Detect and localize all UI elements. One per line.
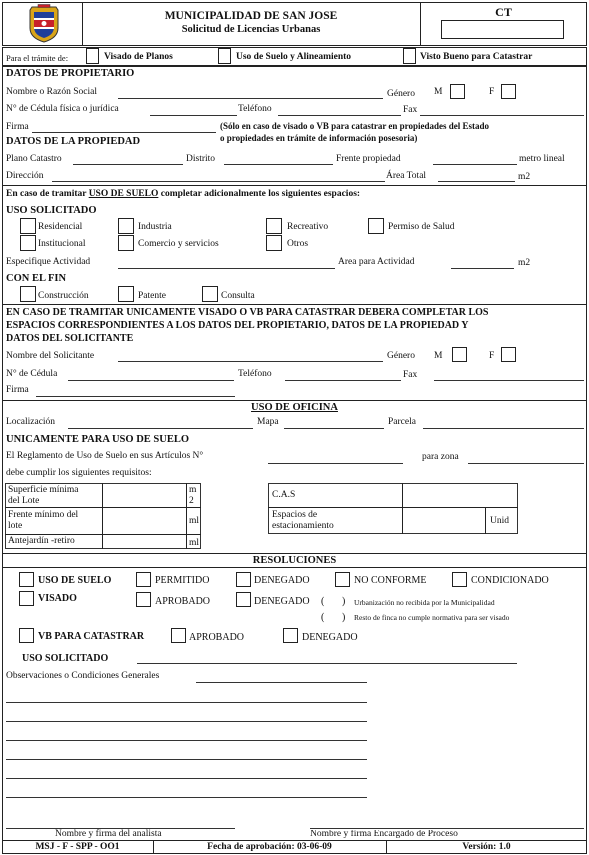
- firma-note-1: (Sólo en caso de visado o VB para catastrar en propiedades del Estado: [220, 121, 490, 131]
- telefono-label: Teléfono: [238, 104, 272, 114]
- solicitante-f-checkbox[interactable]: [501, 347, 516, 362]
- metro-lineal-label: metro lineal: [519, 154, 565, 164]
- solicitante-cedula-field[interactable]: [68, 380, 234, 381]
- parcela-label: Parcela: [388, 417, 416, 427]
- resto-label: Resto de finca no cumple normativa para ser visado: [354, 613, 510, 622]
- superficie-field[interactable]: [103, 484, 185, 506]
- form-subtitle: Solicitud de Licencias Urbanas: [181, 24, 321, 35]
- unid-label: Unid: [490, 516, 509, 526]
- visado-aprobado-checkbox[interactable]: [136, 592, 151, 607]
- mapa-label: Mapa: [257, 417, 279, 427]
- observaciones-line-1[interactable]: [196, 682, 367, 683]
- approval-date: Fecha de aprobación: 03-06-09: [207, 842, 332, 852]
- consulta-checkbox[interactable]: [202, 286, 218, 302]
- propietario-heading: DATOS DE PROPIETARIO: [6, 68, 135, 79]
- visado-aprobado-label: APROBADO: [155, 596, 211, 607]
- no-conforme-checkbox[interactable]: [335, 572, 350, 587]
- ct-field[interactable]: [441, 20, 564, 39]
- observaciones-label: Observaciones o Condiciones Generales: [6, 671, 160, 681]
- solicitante-m-label: M: [434, 351, 443, 361]
- construccion-label: Construcción: [38, 291, 89, 301]
- telefono-field[interactable]: [278, 115, 401, 116]
- uso-denegado-checkbox[interactable]: [236, 572, 251, 587]
- permiso-salud-checkbox[interactable]: [368, 218, 384, 234]
- antejardin-field[interactable]: [103, 535, 185, 548]
- vb-aprobado-checkbox[interactable]: [171, 628, 186, 643]
- uso-denegado-label: DENEGADO: [254, 575, 310, 586]
- res-visado-label: VISADO: [38, 593, 77, 604]
- tramite-visado-checkbox[interactable]: [86, 48, 99, 64]
- mapa-field[interactable]: [284, 428, 384, 429]
- observaciones-line-2[interactable]: [6, 702, 367, 703]
- solicitante-nombre-label: Nombre del Solicitante: [6, 351, 95, 361]
- res-uso-suelo-checkbox[interactable]: [19, 572, 34, 587]
- observaciones-line-4[interactable]: [6, 740, 367, 741]
- vb-denegado-label: DENEGADO: [302, 632, 358, 643]
- industria-checkbox[interactable]: [118, 218, 134, 234]
- uso-solicitado-heading: USO SOLICITADO: [6, 205, 97, 216]
- espacios-label-2: estacionamiento: [272, 521, 334, 531]
- resoluciones-heading: RESOLUCIONES: [252, 555, 337, 566]
- firma-note-2: o propiedades en trámite de información posesoria): [220, 133, 418, 143]
- especifique-field[interactable]: [118, 268, 335, 269]
- reglamento-label: El Reglamento de Uso de Suelo en sus Artículos N°: [6, 451, 204, 461]
- frente-minimo-field[interactable]: [103, 508, 185, 533]
- encargado-label: Nombre y firma Encargado de Proceso: [310, 830, 458, 839]
- visado-note-line-1: EN CASO DE TRAMITAR UNICAMENTE VISADO O VB PARA CATASTRAR DEBERA COMPLETAR LOS: [6, 307, 489, 318]
- urbanizacion-label: Urbanización no recibida por la Municipalidad: [354, 598, 495, 607]
- visado-denegado-label: DENEGADO: [254, 596, 310, 607]
- genero-label: Género: [387, 89, 415, 99]
- res-uso-solicitado-field[interactable]: [137, 663, 517, 664]
- nombre-label: Nombre o Razón Social: [6, 87, 98, 97]
- tramite-uso-suelo-checkbox[interactable]: [218, 48, 231, 64]
- frente-label: Frente propiedad: [336, 154, 401, 164]
- construccion-checkbox[interactable]: [20, 286, 36, 302]
- visado-note-line-2: ESPACIOS CORRESPONDIENTES A LOS DATOS DEL PROPIETARIO, DATOS DE LA PROPIEDAD Y: [6, 320, 469, 331]
- municipal-seal-icon: [24, 4, 64, 44]
- gender-f-label: F: [489, 87, 495, 97]
- frente-ml-label: ml: [189, 516, 200, 526]
- solicitante-m-checkbox[interactable]: [452, 347, 467, 362]
- especifique-label: Especifique Actividad: [6, 257, 91, 267]
- gender-m-label: M: [434, 87, 443, 97]
- comercio-label: Comercio y servicios: [138, 239, 219, 249]
- observaciones-line-7[interactable]: [6, 797, 367, 798]
- direccion-label: Dirección: [6, 171, 44, 181]
- res-uso-suelo-label: USO DE SUELO: [38, 575, 112, 586]
- uso-suelo-only-heading: UNICAMENTE PARA USO DE SUELO: [6, 434, 189, 445]
- superficie-label-1: Superficie mínima: [8, 485, 79, 495]
- firma-label: Firma: [6, 122, 29, 132]
- patente-label: Patente: [138, 291, 166, 301]
- uso-suelo-intro: En caso de tramitar USO DE SUELO completar adicionalmente los siguientes espacios:: [6, 189, 361, 199]
- plano-field[interactable]: [73, 164, 183, 165]
- solicitante-firma-label: Firma: [6, 385, 29, 395]
- area-total-field[interactable]: [438, 181, 515, 182]
- res-visado-checkbox[interactable]: [19, 591, 34, 606]
- tramite-uso-suelo-label: Uso de Suelo y Alineamiento: [236, 52, 352, 62]
- institucional-checkbox[interactable]: [20, 235, 36, 251]
- permitido-label: PERMITIDO: [155, 575, 210, 586]
- fax-field[interactable]: [420, 115, 584, 116]
- nombre-field[interactable]: [118, 98, 383, 99]
- residencial-checkbox[interactable]: [20, 218, 36, 234]
- cedula-label: N° de Cédula física o jurídica: [6, 104, 119, 114]
- ct-label: CT: [495, 5, 512, 19]
- visado-denegado-checkbox[interactable]: [236, 592, 251, 607]
- para-zona-field[interactable]: [468, 463, 584, 464]
- no-conforme-label: NO CONFORME: [354, 575, 427, 586]
- solicitante-telefono-label: Teléfono: [238, 369, 272, 379]
- solicitante-cedula-label: N° de Cédula: [6, 369, 58, 379]
- para-zona-label: para zona: [422, 452, 459, 462]
- plano-label: Plano Catastro: [6, 154, 62, 164]
- solicitante-genero-label: Género: [387, 351, 415, 361]
- res-uso-solicitado-label: USO SOLICITADO: [22, 653, 109, 664]
- visado-note-line-3: DATOS DEL SOLICITANTE: [6, 333, 134, 344]
- patente-checkbox[interactable]: [118, 286, 134, 302]
- antejardin-ml-label: ml: [189, 538, 200, 548]
- form-version: Versión: 1.0: [462, 842, 511, 852]
- tramite-visado-label: Visado de Planos: [104, 52, 173, 62]
- tramite-label: Para el trámite de:: [6, 53, 69, 63]
- res-vb-label: VB PARA CATASTRAR: [38, 631, 145, 642]
- frente-field[interactable]: [433, 164, 517, 165]
- comercio-checkbox[interactable]: [118, 235, 134, 251]
- cas-field[interactable]: [403, 484, 517, 506]
- distrito-label: Distrito: [186, 154, 216, 164]
- localizacion-field[interactable]: [68, 428, 253, 429]
- uso-oficina-heading: USO DE OFICINA: [251, 402, 338, 413]
- vb-aprobado-label: APROBADO: [189, 632, 245, 643]
- institucional-label: Institucional: [38, 239, 86, 249]
- antejardin-label: Antejardín -retiro: [8, 536, 75, 546]
- condicionado-checkbox[interactable]: [452, 572, 467, 587]
- urbanizacion-paren-open[interactable]: (: [321, 596, 325, 607]
- consulta-label: Consulta: [221, 291, 255, 301]
- otros-checkbox[interactable]: [266, 235, 282, 251]
- solicitante-fax-field[interactable]: [434, 380, 584, 381]
- res-vb-checkbox[interactable]: [19, 628, 34, 643]
- distrito-field[interactable]: [224, 164, 333, 165]
- area-actividad-m2: m2: [518, 258, 531, 268]
- recreativo-checkbox[interactable]: [266, 218, 282, 234]
- form-code: MSJ - F - SPP - OO1: [35, 842, 120, 852]
- frente-minimo-label-2: lote: [8, 521, 23, 531]
- observaciones-line-5[interactable]: [6, 759, 367, 760]
- parcela-field[interactable]: [423, 428, 584, 429]
- cas-label: C.A.S: [272, 490, 296, 500]
- vb-denegado-checkbox[interactable]: [283, 628, 298, 643]
- solicitante-f-label: F: [489, 351, 495, 361]
- observaciones-line-6[interactable]: [6, 778, 367, 779]
- cumplir-label: debe cumplir los siguientes requisitos:: [6, 468, 152, 478]
- tramite-vb-label: Visto Bueno para Catastrar: [420, 52, 533, 62]
- area-actividad-field[interactable]: [451, 268, 514, 269]
- gender-m-checkbox[interactable]: [450, 84, 465, 99]
- con-el-fin-heading: CON EL FIN: [6, 273, 67, 284]
- firma-field[interactable]: [32, 132, 216, 133]
- solicitante-fax-label: Fax: [403, 370, 418, 380]
- analista-label: Nombre y firma del analista: [55, 829, 162, 839]
- solicitante-nombre-field[interactable]: [118, 361, 383, 362]
- area-actividad-label: Area para Actividad: [338, 257, 415, 267]
- municipality-title: MUNICIPALIDAD DE SAN JOSE: [164, 10, 338, 22]
- resto-paren-close[interactable]: ): [342, 612, 346, 623]
- cedula-field[interactable]: [150, 115, 237, 116]
- resto-paren-open[interactable]: (: [321, 612, 325, 623]
- superficie-unit-2: 2: [189, 496, 194, 506]
- residencial-label: Residencial: [38, 222, 83, 232]
- area-m2-label: m2: [518, 172, 531, 182]
- espacios-label-1: Espacios de: [272, 510, 318, 520]
- permitido-checkbox[interactable]: [136, 572, 151, 587]
- condicionado-label: CONDICIONADO: [471, 575, 549, 586]
- reglamento-field[interactable]: [268, 463, 403, 464]
- area-total-label: Área Total: [386, 171, 427, 181]
- solicitante-firma-field[interactable]: [36, 396, 235, 397]
- tramite-vb-checkbox[interactable]: [403, 48, 416, 64]
- frente-minimo-label-1: Frente mínimo del: [8, 510, 79, 520]
- superficie-label-2: del Lote: [8, 496, 40, 506]
- urbanizacion-paren-close[interactable]: ): [342, 596, 346, 607]
- gender-f-checkbox[interactable]: [501, 84, 516, 99]
- observaciones-line-3[interactable]: [6, 721, 367, 722]
- superficie-unit-1: m: [189, 485, 197, 495]
- industria-label: Industria: [138, 222, 172, 232]
- permiso-salud-label: Permiso de Salud: [388, 222, 455, 232]
- propiedad-heading: DATOS DE LA PROPIEDAD: [6, 136, 141, 147]
- espacios-field[interactable]: [403, 508, 484, 533]
- localizacion-label: Localización: [6, 417, 56, 427]
- solicitante-telefono-field[interactable]: [285, 380, 401, 381]
- direccion-field[interactable]: [52, 181, 385, 182]
- encargado-signature-line[interactable]: [310, 828, 584, 829]
- recreativo-label: Recreativo: [287, 222, 329, 232]
- otros-label: Otros: [287, 239, 309, 249]
- fax-label: Fax: [403, 105, 418, 115]
